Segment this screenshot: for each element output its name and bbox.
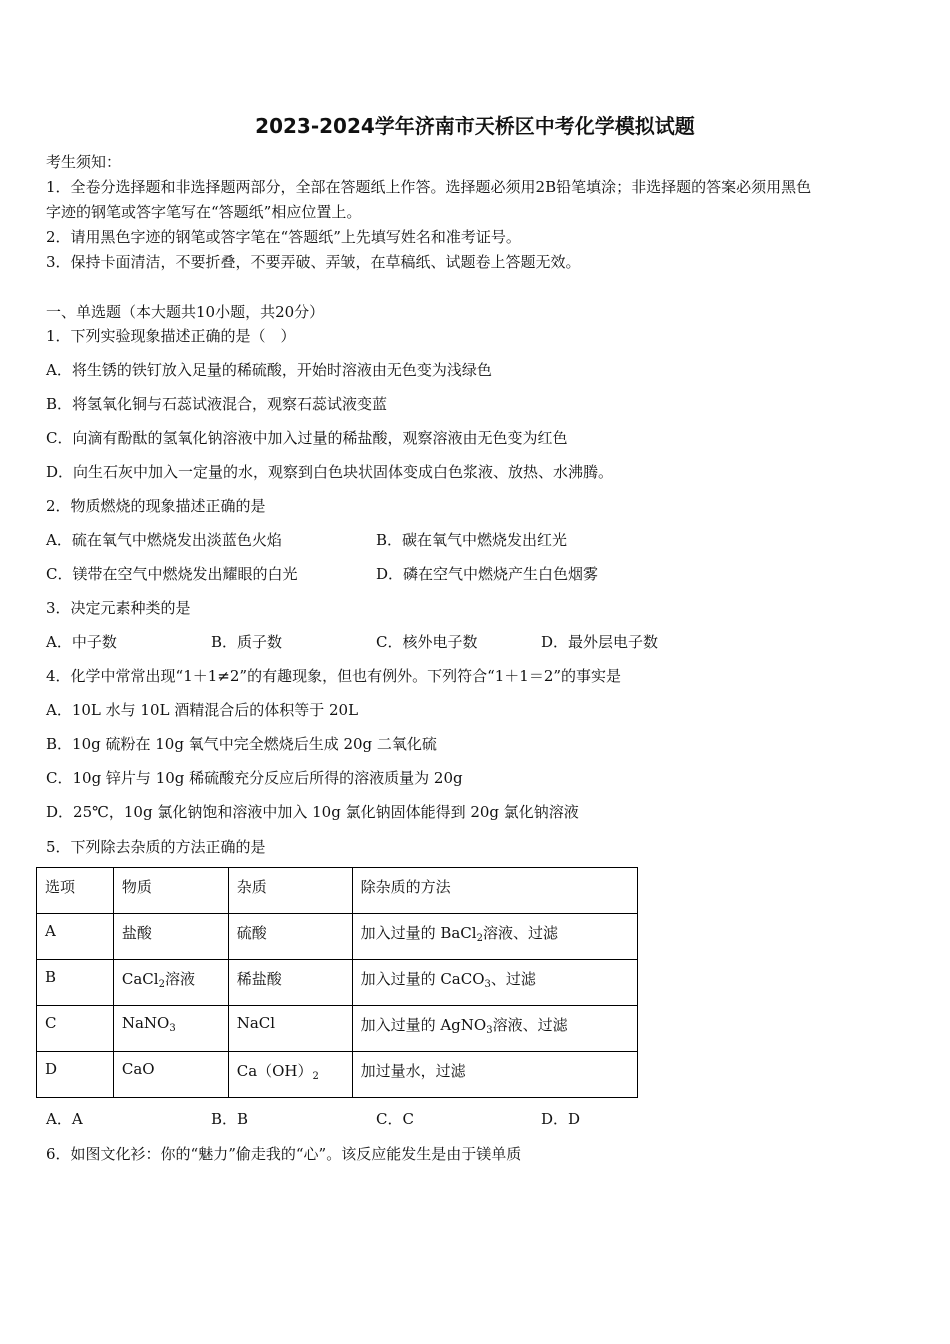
substance-text: 溶液	[164, 970, 195, 988]
section-heading: 一、单选题（本大题共10小题，共20分）	[46, 303, 325, 321]
method-text: 、过滤	[490, 970, 536, 988]
table-cell-substance: CaO	[113, 1052, 228, 1098]
table-cell-impurity: 硫酸	[228, 914, 352, 960]
notice-item-1-line-2: 字迹的钢笔或答字笔写在“答题纸”相应位置上。	[46, 203, 362, 221]
impurity-subscript: 2	[312, 1071, 319, 1082]
table-row	[37, 1052, 638, 1098]
method-text: 加入过量的 AgNO	[360, 1016, 487, 1034]
method-text: 溶液、过滤	[492, 1016, 568, 1034]
q2-option-c: C．镁带在空气中燃烧发出耀眼的白光	[46, 565, 298, 583]
table-cell-impurity: 稀盐酸	[228, 960, 352, 1006]
table-cell-impurity: NaCl	[228, 1006, 352, 1052]
q5-option-d: D．D	[541, 1110, 581, 1128]
q4-option-a: A．10L 水与 10L 酒精混合后的体积等于 20L	[46, 701, 359, 719]
q1-option-c: C．向滴有酚酞的氢氧化钠溶液中加入过量的稀盐酸，观察溶液由无色变为红色	[46, 429, 568, 447]
page-title: 2023-2024学年济南市天桥区中考化学模拟试题	[255, 114, 695, 138]
notice-heading: 考生须知：	[46, 153, 122, 171]
q4-option-c: C．10g 锌片与 10g 稀硫酸充分反应后所得的溶液质量为 20g	[46, 769, 463, 787]
q1-option-d: D．向生石灰中加入一定量的水，观察到白色块状固体变成白色浆液、放热、水沸腾。	[46, 463, 614, 481]
q1-option-a: A．将生锈的铁钉放入足量的稀硫酸，开始时溶液由无色变为浅绿色	[46, 361, 492, 379]
method-subscript: 2	[476, 933, 483, 944]
q4-stem: 4．化学中常常出现“1＋1≠2”的有趣现象，但也有例外。下列符合“1＋1＝2”的事实是	[46, 667, 622, 685]
table-row	[37, 960, 638, 1006]
substance-text: CaCl	[121, 970, 159, 988]
table-cell-substance	[113, 1006, 228, 1052]
q3-option-b: B．质子数	[211, 633, 283, 651]
table-row	[37, 1006, 638, 1052]
q4-option-b: B．10g 硫粉在 10g 氧气中完全燃烧后生成 20g 二氧化硫	[46, 735, 437, 753]
q3-option-c: C．核外电子数	[376, 633, 478, 651]
method-text: 加入过量的 CaCO	[360, 970, 485, 988]
q3-stem: 3．决定元素种类的是	[46, 599, 191, 617]
q5-option-a: A．A	[46, 1110, 83, 1128]
table-cell-substance	[113, 960, 228, 1006]
table-cell-option: B	[37, 960, 114, 1006]
notice-item-3: 3．保持卡面清洁，不要折叠，不要弄破、弄皱，在草稿纸、试题卷上答题无效。	[46, 253, 581, 271]
table-header-row	[37, 868, 638, 914]
table-cell-option: A	[37, 914, 114, 960]
table-cell-method	[352, 1006, 637, 1052]
substance-subscript: 2	[158, 979, 165, 990]
table-cell-option: D	[37, 1052, 114, 1098]
impurity-text: Ca（OH）	[236, 1062, 313, 1080]
substance-subscript: 3	[169, 1023, 176, 1034]
table-header-cell: 杂质	[228, 868, 352, 914]
q5-option-b: B．B	[211, 1110, 249, 1128]
method-text: 溶液、过滤	[482, 924, 558, 942]
table-header-cell: 除杂质的方法	[352, 868, 637, 914]
notice-item-1-line-1: 1．全卷分选择题和非选择题两部分，全部在答题纸上作答。选择题必须用2B铅笔填涂；非选择题的答案必须用黑色	[46, 178, 812, 196]
q1-option-b: B．将氢氧化铜与石蕊试液混合，观察石蕊试液变蓝	[46, 395, 388, 413]
q5-table	[36, 867, 638, 1098]
q5-stem: 5．下列除去杂质的方法正确的是	[46, 838, 266, 856]
q2-stem: 2．物质燃烧的现象描述正确的是	[46, 497, 266, 515]
table-cell-method	[352, 960, 637, 1006]
q4-option-d: D．25℃，10g 氯化钠饱和溶液中加入 10g 氯化钠固体能得到 20g 氯化钠溶液	[46, 803, 579, 821]
q2-option-b: B．碳在氧气中燃烧发出红光	[376, 531, 568, 549]
notice-item-2: 2．请用黑色字迹的钢笔或答字笔在“答题纸”上先填写姓名和准考证号。	[46, 228, 521, 246]
table-cell-method	[352, 914, 637, 960]
substance-text: NaNO	[121, 1014, 170, 1032]
q6-stem: 6．如图文化衫：你的“魅力”偷走我的“心”。该反应能发生是由于镁单质	[46, 1145, 522, 1163]
q2-option-a: A．硫在氧气中燃烧发出淡蓝色火焰	[46, 531, 282, 549]
q1-stem: 1．下列实验现象描述正确的是（ ）	[46, 327, 296, 345]
q3-option-a: A．中子数	[46, 633, 117, 651]
table-row	[37, 914, 638, 960]
method-subscript: 3	[486, 1025, 493, 1036]
q2-option-d: D．磷在空气中燃烧产生白色烟雾	[376, 565, 599, 583]
table-cell-option: C	[37, 1006, 114, 1052]
table-cell-method: 加过量水，过滤	[352, 1052, 637, 1098]
q5-option-c: C．C	[376, 1110, 414, 1128]
table-cell-impurity	[228, 1052, 352, 1098]
table-header-cell: 物质	[113, 868, 228, 914]
q3-option-d: D．最外层电子数	[541, 633, 659, 651]
method-text: 加入过量的 BaCl	[360, 924, 477, 942]
table-header-cell: 选项	[37, 868, 114, 914]
table-cell-substance: 盐酸	[113, 914, 228, 960]
method-subscript: 3	[484, 979, 491, 990]
